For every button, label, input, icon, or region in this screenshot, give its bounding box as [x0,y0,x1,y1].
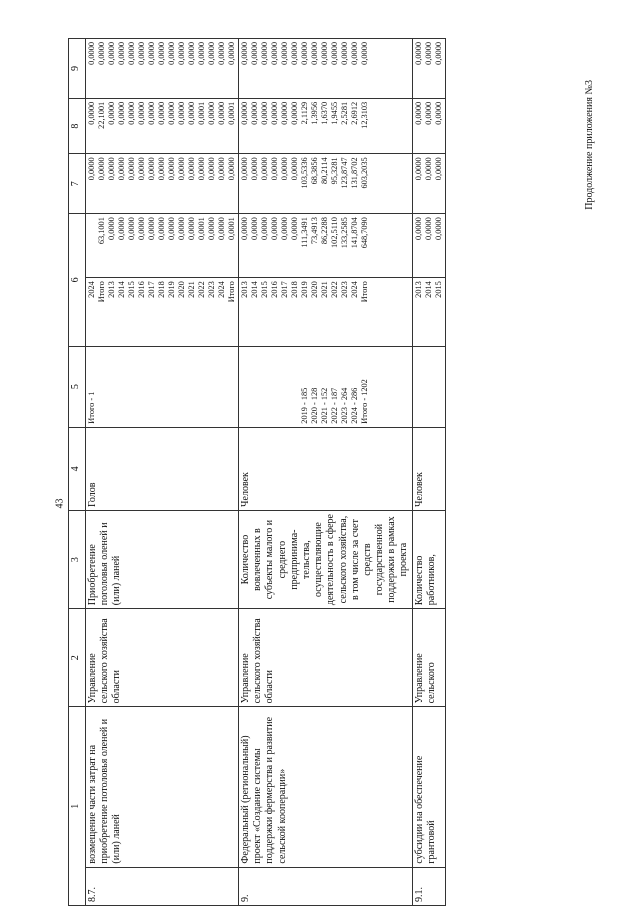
cell-value: 0,0000 [187,157,196,181]
cell-value [147,350,157,424]
cell-value: 0,0000 [260,101,269,125]
cell-value: 2018 [157,281,166,298]
unit: Человек [412,427,445,510]
cell-value: 0,0000 [433,157,443,181]
cell-value: 0,0000 [87,101,96,125]
header-col-3: 3 [69,510,86,608]
cell-value: Итого [227,281,236,303]
cell-value: 0,0000 [240,101,249,125]
header-col-9: 9 [69,39,86,99]
cell-value [167,350,177,424]
cell-value: 0,0000 [290,157,299,181]
cell-value: 0,0000 [413,157,423,181]
cell-value: 0,0001 [227,217,236,240]
cell-value: 2016 [270,281,279,298]
cell-value: 2024 [217,281,226,298]
cell-value: 0,0000 [157,217,166,240]
cell-value: 0,0000 [240,157,249,181]
rotated-table-area [68,38,608,906]
cell-value: 0,0000 [157,101,166,125]
col-6-values [239,214,413,278]
cell-value: 0,0000 [423,101,433,125]
cell-value: 2023 [340,281,349,298]
cell-value: 0,0000 [197,42,206,65]
cell-value: 0,0000 [260,217,269,240]
cell-value: 0,0000 [207,217,216,240]
cell-value: 2024 [87,281,96,298]
cell-value: 0,0000 [270,42,279,65]
measure-name: Федеральный (региональный) проект «Создание системы поддержки фермерства и развитие сельской кооперации» [239,707,413,867]
col-8-values [412,98,445,154]
cell-value: 2023 - 264 [340,387,349,424]
header-col-1: 1 [69,707,86,906]
cell-value: 0,0000 [340,42,349,65]
cell-value: 0,0000 [117,217,126,240]
cell-value: 0,0000 [147,42,156,65]
cell-value: 0,0000 [270,217,279,240]
cell-value: 0,0000 [227,42,236,65]
row-number: 9. [239,867,413,905]
executor: Управление сельского хозяйства области [239,609,413,707]
cell-value: 0,0000 [413,217,423,240]
cell-value: 0,0000 [137,101,146,125]
cell-value: 0,0000 [127,217,136,240]
cell-value: 0,0000 [197,157,206,181]
col-7-values [86,154,239,214]
cell-value: 0,0000 [260,157,269,181]
indicator: Количество вовлеченных в субъекты малого и среднего предпринима-тельства, осуществляющие деятельность в сфере сельского хозяйства, в том числе за счет средств государственной поддержки в рамках проекта [239,510,413,608]
cell-value: 0,0001 [227,101,236,125]
cell-value: 0,0000 [107,101,116,125]
cell-value: 68,3856 [310,157,319,185]
indicator: Приобретение поголовья оленей и (или) ланей [86,510,239,608]
cell-value: 0,0000 [423,157,433,181]
cell-value: 603,2035 [360,157,369,189]
row-number: 8.7. [86,867,239,905]
indicator-values [239,346,413,427]
cell-value: 0,0000 [217,217,226,240]
cell-value: 2021 [187,281,196,298]
col-6-values [86,214,239,278]
cell-value: 0,0000 [187,101,196,125]
cell-value: 2015 [433,281,443,298]
table-row [86,39,239,906]
cell-value: 2022 [330,281,339,298]
cell-value: 0,0000 [250,157,259,181]
cell-value: Итого [360,281,369,303]
col-8-values [86,98,239,154]
header-col-7: 7 [69,154,86,214]
cell-value: 0,0000 [250,101,259,125]
cell-value [87,217,97,274]
cell-value: 0,0001 [197,217,206,240]
cell-value: 2,1129 [300,101,309,125]
cell-value: 0,0000 [207,101,216,125]
cell-value [127,350,137,424]
unit: Человек [239,427,413,510]
col-9-values [412,39,445,99]
cell-value: 0,0000 [350,42,359,65]
row-number: 9.1. [412,867,445,905]
cell-value: 0,0000 [97,42,106,65]
cell-value: 0,0000 [177,217,186,240]
cell-value: 0,0000 [157,42,166,65]
cell-value: 0,0000 [177,157,186,181]
cell-value: 141,8704 [350,217,359,249]
cell-value: 2021 - 152 [320,387,329,424]
cell-value [187,350,197,424]
cell-value [240,350,250,424]
cell-value: 63,1001 [97,217,106,245]
cell-value: 111,3491 [300,217,309,248]
cell-value: 0,0000 [87,157,96,181]
header-col-4: 4 [69,427,86,510]
cell-value: 0,0000 [270,101,279,125]
cell-value [270,350,280,424]
cell-value: 0,0000 [227,157,236,181]
cell-value: 0,0000 [280,42,289,65]
cell-value: 2013 [240,281,249,298]
col-8-values [239,98,413,154]
cell-value: 2020 [177,281,186,298]
cell-value: 0,0000 [137,42,146,65]
cell-value: 0,0000 [280,157,289,181]
cell-value: 0,0000 [147,217,156,240]
cell-value: Итого - 1202 [360,379,369,424]
cell-value: 0,0000 [433,217,443,240]
cell-value: 2021 [320,281,329,298]
cell-value: 0,0000 [127,157,136,181]
cell-value: 2017 [280,281,289,298]
cell-value: 2014 [117,281,126,298]
cell-value: 0,0000 [280,101,289,125]
cell-value: 0,0000 [217,157,226,181]
col-9-values [86,39,239,99]
cell-value: 2022 [197,281,206,298]
cell-value: 0,0000 [290,217,299,240]
cell-value: 0,0000 [107,42,116,65]
cell-value: 0,0000 [310,42,319,65]
years-list [239,278,413,346]
cell-value: 0,0000 [290,42,299,65]
cell-value: 0,0000 [137,217,146,240]
cell-value: 73,4913 [310,217,319,245]
cell-value: 0,0000 [147,157,156,181]
cell-value: 0,0000 [187,42,196,65]
cell-value: 0,0000 [330,42,339,65]
cell-value: 1,9455 [330,101,339,125]
cell-value: 2015 [127,281,136,298]
document-sheet [68,38,608,906]
measure-name: субсидии на обеспечение грантовой [412,707,445,867]
cell-value: 86,2288 [320,217,329,245]
cell-value: 12,3103 [360,101,369,129]
cell-value [157,350,167,424]
cell-value: 0,0000 [413,42,423,65]
cell-value: 0,0000 [240,217,249,240]
cell-value: 0,0000 [207,42,216,65]
cell-value: 0,0000 [250,42,259,65]
cell-value: 1,6370 [320,101,329,125]
cell-value: 0,0000 [107,157,116,181]
cell-value: 0,0000 [117,42,126,65]
cell-value: 2019 [300,281,309,298]
cell-value: 103,5336 [300,157,309,189]
table-row [412,39,445,906]
appendix-caption: Продолжение приложения №3 [584,80,595,210]
cell-value: 0,0001 [197,101,206,125]
cell-value: 95,3281 [330,157,339,185]
cell-value: 0,0000 [217,101,226,125]
cell-value: 2019 - 185 [300,387,309,424]
cell-value: 0,0000 [157,157,166,181]
cell-value: 0,0000 [217,42,226,65]
cell-value: 0,0000 [177,101,186,125]
cell-value: 0,0000 [300,42,309,65]
cell-value: 0,0000 [167,42,176,65]
cell-value: 133,2585 [340,217,349,249]
cell-value: 0,0000 [433,42,443,65]
cell-value [117,350,127,424]
header-col-6: 6 [69,214,86,346]
years-list [86,278,239,346]
cell-value: 0,0000 [187,217,196,240]
col-7-values [239,154,413,214]
cell-value: 0,0000 [177,42,186,65]
cell-value [260,350,270,424]
cell-value: 2014 [250,281,259,298]
cell-value: 2016 [137,281,146,298]
cell-value: 0,0000 [270,157,279,181]
indicator-values [412,346,445,427]
cell-value: 2024 [350,281,359,298]
executor: Управление сельского хозяйства области [86,609,239,707]
cell-value: 2020 [310,281,319,298]
indicator: Количество работников, [412,510,445,608]
cell-value: 0,0000 [137,157,146,181]
cell-value: 0,0000 [360,42,369,65]
cell-value: 2017 [147,281,156,298]
header-col-5: 5 [69,346,86,427]
cell-value [197,350,207,424]
measure-name: возмещение части затрат на приобретение потоловья оленей и (или) ланей [86,707,239,867]
cell-value: 0,0000 [147,101,156,125]
cell-value: 131,8702 [350,157,359,189]
cell-value: 0,0000 [433,101,443,125]
cell-value: 0,0000 [250,217,259,240]
cell-value: 2,6912 [350,101,359,125]
cell-value: 0,0000 [240,42,249,65]
cell-value: 102,5110 [330,217,339,248]
program-table [68,38,446,906]
cell-value: 0,0000 [167,101,176,125]
cell-value: 2022 - 187 [330,387,339,424]
cell-value: 1,3956 [310,101,319,125]
cell-value: 0,0000 [423,42,433,65]
cell-value [97,350,107,424]
cell-value: 0,0000 [413,101,423,125]
unit: Голов [86,427,239,510]
page-number: 43 [54,498,66,509]
cell-value: 2019 [167,281,176,298]
header-col-2: 2 [69,609,86,707]
cell-value [177,350,187,424]
table-row [239,39,413,906]
cell-value [280,350,290,424]
cell-value: Итого - 1 [87,391,96,424]
years-list [412,278,445,346]
cell-value: 0,0000 [97,157,106,181]
cell-value: 2014 [423,281,433,298]
cell-value: 2023 [207,281,216,298]
cell-value: 2013 [413,281,423,298]
cell-value: 2020 - 128 [310,387,319,424]
cell-value: 648,7090 [360,217,369,249]
cell-value: 2013 [107,281,116,298]
cell-value [290,350,300,424]
header-row [69,39,86,906]
cell-value: 0,0000 [423,217,433,240]
cell-value: 0,0000 [127,101,136,125]
cell-value [250,350,260,424]
cell-value: 80,2114 [320,157,329,185]
cell-value [137,350,147,424]
cell-value: 0,0000 [260,42,269,65]
cell-value: 2015 [260,281,269,298]
cell-value: 2018 [290,281,299,298]
cell-value: 0,0000 [127,42,136,65]
col-6-values [412,214,445,278]
cell-value: 0,0000 [117,101,126,125]
cell-value: 22,1001 [97,101,106,129]
executor: Управление сельского [412,609,445,707]
cell-value: 0,0000 [290,101,299,125]
cell-value: 0,0000 [207,157,216,181]
col-9-values [239,39,413,99]
col-7-values [412,154,445,214]
cell-value: 0,0000 [167,217,176,240]
cell-value: 123,8747 [340,157,349,189]
cell-value [107,350,117,424]
cell-value: 0,0000 [107,217,116,240]
cell-value: 0,0000 [87,42,96,65]
cell-value: 2024 - 286 [350,387,359,424]
header-col-8: 8 [69,98,86,154]
cell-value: 0,0000 [167,157,176,181]
cell-value: 0,0000 [117,157,126,181]
cell-value: 0,0000 [280,217,289,240]
cell-value: 0,0000 [320,42,329,65]
cell-value: 2,5281 [340,101,349,125]
cell-value: Итого [97,281,106,303]
indicator-values [86,346,239,427]
